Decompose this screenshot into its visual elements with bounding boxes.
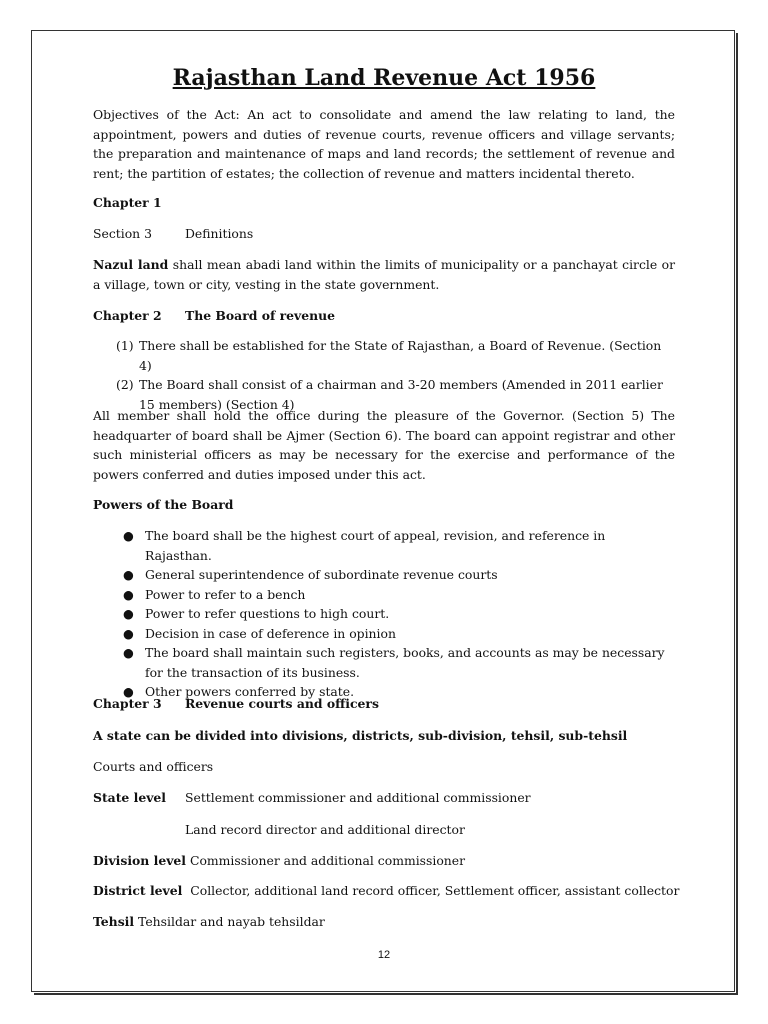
- bullet-icon: ●: [123, 625, 134, 641]
- section-3-heading: [93, 224, 253, 244]
- section-3-label: Section 3: [93, 226, 152, 241]
- nazul-land-term: Nazul land: [93, 257, 169, 272]
- section-3-title: Definitions: [185, 226, 254, 241]
- list-item-number: (2): [116, 377, 134, 392]
- bullet-icon: ●: [123, 567, 134, 582]
- board-members-paragraph: All member shall hold the office during the pleasure of the Governor. (Section 5) The headquarter of board shall be Ajmer (Section 6). The board can appoint registrar and other such ministerial officers as may be necessary for the exercise and performance of the powers conferred and duties imposed under this act.: [93, 408, 675, 482]
- district-level-label: District level: [93, 883, 183, 898]
- objectives-paragraph: Objectives of the Act: An act to consolidate and amend the law relating to land, the appointment, powers and duties of revenue courts, revenue officers and village servants; the preparation and maintenance of maps and land records; the settlement of revenue and rent; the partition of estates; the collection of revenue and matters incidental thereto.: [93, 107, 675, 181]
- chapter-1-heading: [93, 193, 162, 213]
- list-item-text: The board shall maintain such registers, books, and accounts as may be necessary for the transaction of its business.: [145, 645, 665, 680]
- list-item: [123, 526, 675, 565]
- list-item-text: There shall be established for the State of Rajasthan, a Board of Revenue. (Section 4): [139, 338, 662, 373]
- powers-heading-text: Powers of the Board: [93, 497, 234, 512]
- list-item-text: General superintendence of subordinate revenue courts: [145, 567, 498, 582]
- list-item: [116, 336, 675, 375]
- state-level-label: State level: [93, 790, 167, 805]
- list-item: [123, 624, 675, 644]
- chapter-3-heading: [93, 694, 379, 714]
- tehsil-row: [93, 912, 325, 932]
- list-item-text: The board shall be the highest court of appeal, revision, and reference in Rajasthan.: [145, 528, 606, 563]
- district-level-row: [93, 881, 679, 901]
- list-item-number: (1): [116, 338, 134, 353]
- state-level-row: [93, 788, 531, 808]
- list-item: [123, 565, 675, 585]
- list-item-text: Power to refer to a bench: [145, 586, 306, 602]
- state-level-row-2: Land record director and additional director: [185, 822, 465, 837]
- list-item-text: Decision in case of deference in opinion: [145, 625, 396, 641]
- divisions-text: A state can be divided into divisions, districts, sub-division, tehsil, sub-tehsil: [93, 728, 628, 743]
- tehsil-text: Tehsildar and nayab tehsildar: [138, 914, 325, 929]
- state-level-text: Settlement commissioner and additional commissioner: [185, 790, 531, 805]
- bullet-icon: ●: [123, 528, 134, 543]
- district-level-text: Collector, additional land record officer, Settlement officer, assistant collector: [190, 883, 680, 898]
- bullet-icon: ●: [123, 645, 134, 660]
- list-item: [123, 643, 675, 682]
- divisions-line: [93, 726, 627, 746]
- list-item-text: The Board shall consist of a chairman and 3-20 members (Amended in 2011 earlier 15 members) (Section 4): [139, 377, 663, 412]
- division-level-text: Commissioner and additional commissioner: [189, 853, 466, 868]
- chapter-3-label: Chapter 3: [93, 696, 162, 711]
- nazul-land-text: shall mean abadi land within the limits of municipality or a panchayat circle or a village, town or city, vesting in the state government.: [93, 257, 676, 292]
- list-item-text: Other powers conferred by state.: [145, 684, 355, 699]
- chapter-1-label: Chapter 1: [93, 195, 162, 210]
- division-level-row: [93, 851, 465, 871]
- board-numbered-list: [116, 336, 675, 414]
- list-item: [123, 604, 675, 624]
- bullet-icon: ●: [123, 684, 134, 699]
- list-item: [123, 585, 675, 605]
- page-number: 12: [377, 949, 391, 961]
- chapter-2-label: Chapter 2: [93, 308, 162, 323]
- document-page: [31, 30, 735, 992]
- bullet-icon: ●: [123, 586, 134, 602]
- document-title: Rajasthan Land Revenue Act 1956: [172, 65, 596, 91]
- division-level-label: Division level: [93, 853, 187, 868]
- nazul-land-definition: [93, 255, 675, 294]
- powers-bullet-list: [123, 526, 675, 702]
- chapter-3-title: Revenue courts and officers: [185, 696, 379, 711]
- list-item-text: Power to refer questions to high court.: [145, 606, 390, 621]
- courts-label: Courts and officers: [93, 759, 214, 774]
- chapter-2-heading: [93, 306, 335, 326]
- chapter-2-title: The Board of revenue: [185, 308, 336, 323]
- powers-heading: [93, 495, 233, 515]
- bullet-icon: ●: [123, 606, 134, 621]
- tehsil-label: Tehsil: [93, 914, 135, 929]
